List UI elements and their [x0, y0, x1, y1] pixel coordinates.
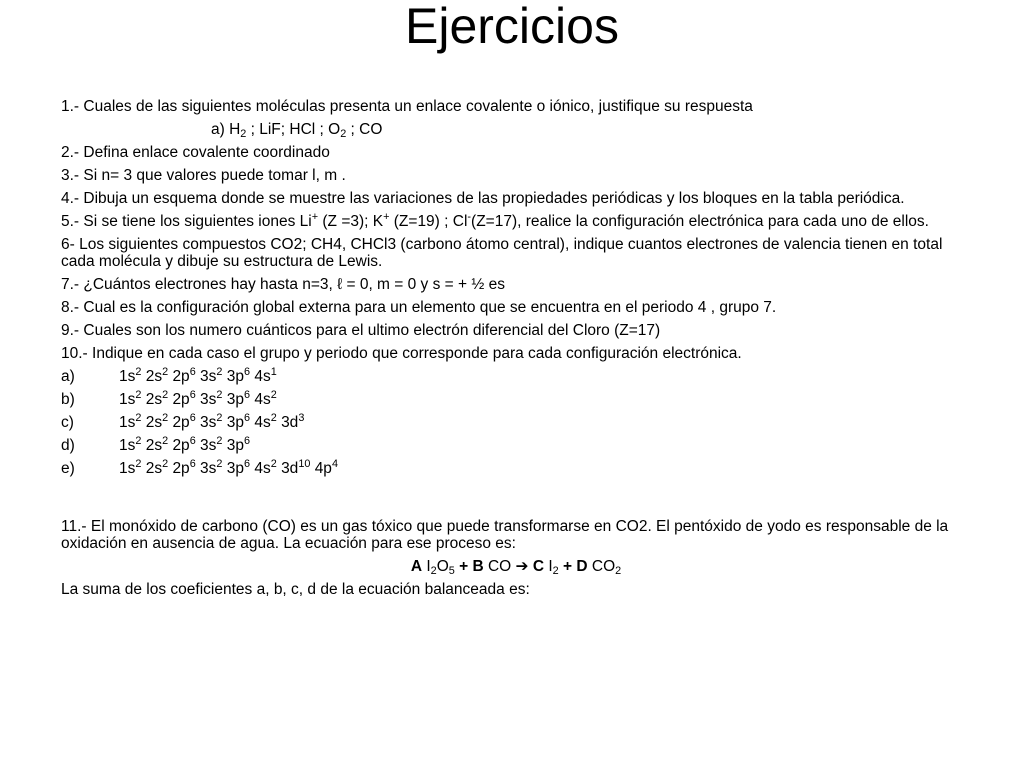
question-4: 4.- Dibuja un esquema donde se muestre las variaciones de las propiedades periódicas y los bloques en la tabla periódica. — [61, 190, 905, 207]
configuration-label: b) — [61, 391, 75, 408]
question-9: 9.- Cuales son los numero cuánticos para el ultimo electrón diferencial del Cloro (Z=17) — [61, 322, 661, 339]
configuration-label: e) — [61, 460, 75, 477]
configuration-label: d) — [61, 437, 75, 454]
configuration-item — [61, 414, 971, 431]
question-11-final: La suma de los coeficientes a, b, c, d de la ecuación balanceada es: — [61, 581, 530, 598]
configuration-label: a) — [61, 368, 75, 385]
electron-configuration: $1s^2$ $2s^2$ $2p^6$ $3s^2$ $3p^6$ — [119, 435, 251, 454]
exercise-list — [61, 98, 971, 604]
configuration-list — [61, 368, 971, 477]
question-8: 8.- Cual es la configuración global externa para un elemento que se encuentra en el periodo 4 , grupo 7. — [61, 299, 777, 316]
spacer — [61, 483, 971, 518]
arrow-icon: ➔ — [515, 558, 529, 575]
electron-configuration: $1s^2$ $2s^2$ $2p^6$ $3s^2$ $3p^6$ $4s^2$ — [119, 389, 277, 408]
question-1-options: a) $H_2$ ; LiF; HCl ; $O_2$ ; CO — [211, 121, 383, 140]
question-2: 2.- Defina enlace covalente coordinado — [61, 144, 330, 161]
question-7: 7.- ¿Cuántos electrones hay hasta n=3, ℓ = 0, m = 0 y s = + ½ es — [61, 276, 505, 293]
question-6: 6- Los siguientes compuestos CO2; CH4, CHCl3 (carbono átomo central), indique cuantos electrones de valencia tienen en total cada molécula y dibuje su estructura de Lewis. — [61, 236, 943, 270]
question-3: 3.- Si n= 3 que valores puede tomar l, m . — [61, 167, 346, 184]
question-11: 11.- El monóxido de carbono (CO) es un gas tóxico que puede transformarse en CO2. El pentóxido de yodo es responsable de la oxidación en ausencia de agua. La ecuación para ese proceso es: — [61, 518, 949, 552]
configuration-label: c) — [61, 414, 74, 431]
question-5: 5.- Si se tiene los siguientes iones Li+ (Z =3); K+ (Z=19) ; Cl-(Z=17), realice la configuración electrónica para cada uno de ellos. — [61, 211, 929, 230]
page-title: Ejercicios — [405, 0, 619, 54]
configuration-item — [61, 391, 971, 408]
electron-configuration: $1s^2$ $2s^2$ $2p^6$ $3s^2$ $3p^6$ $4s^1$ — [119, 366, 277, 385]
question-1: 1.- Cuales de las siguientes moléculas presenta un enlace covalente o iónico, justifique su respuesta — [61, 98, 753, 115]
electron-configuration: $1s^2$ $2s^2$ $2p^6$ $3s^2$ $3p^6$ $4s^2$ $3d^3$ — [119, 412, 305, 431]
configuration-item — [61, 460, 971, 477]
configuration-item — [61, 368, 971, 385]
reaction-equation: A $I_2O_5 + B$ CO ➔ C $I_2 + D$ $CO_2$ — [410, 558, 622, 577]
configuration-item — [61, 437, 971, 454]
electron-configuration: $1s^2$ $2s^2$ $2p^6$ $3s^2$ $3p^6$ $4s^2$ $3d^{10}$ $4p^4$ — [119, 458, 338, 477]
question-10: 10.- Indique en cada caso el grupo y periodo que corresponde para cada configuración electrónica. — [61, 345, 742, 362]
